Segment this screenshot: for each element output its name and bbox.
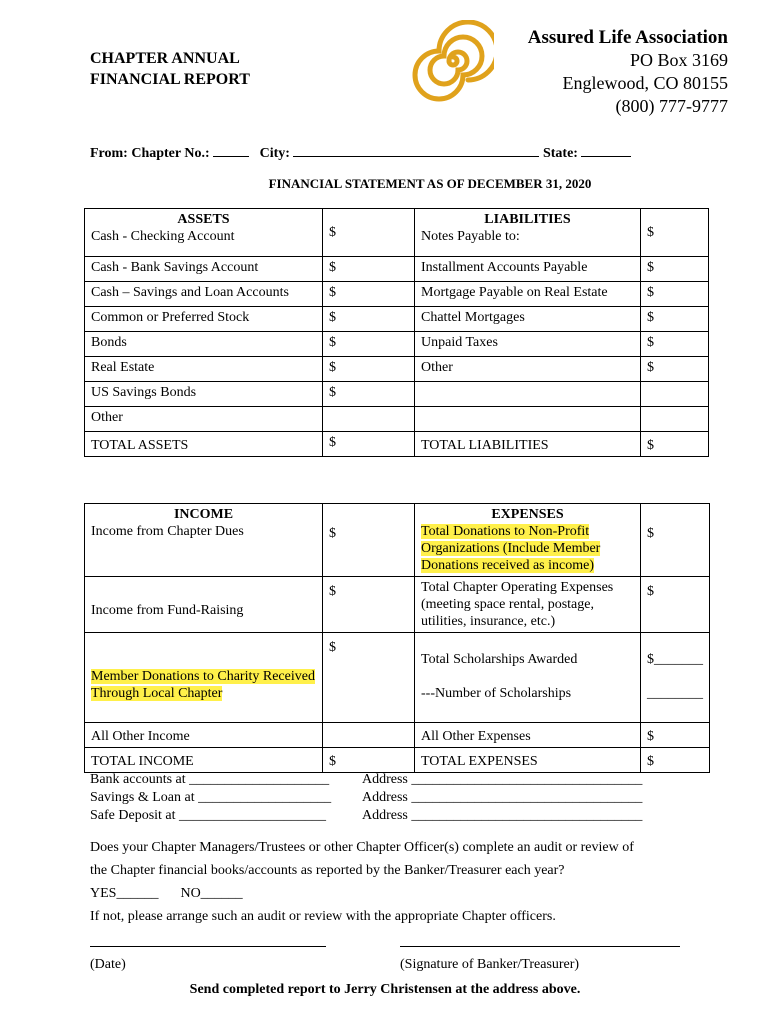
liability-label: Mortgage Payable on Real Estate [415,282,641,307]
income-member-donations-label: Member Donations to Charity Received Through Local Chapter [91,668,315,701]
income-dues-label: Income from Chapter Dues [91,524,244,539]
liability-label: Chattel Mortgages [415,307,641,332]
liability-label: Unpaid Taxes [415,332,641,357]
income-other-label: All Other Income [85,723,323,748]
liability-label: Notes Payable to: [421,229,520,244]
bank-lines [90,771,642,825]
liability-amount[interactable]: $ [641,282,709,307]
bank-accounts-label: Bank accounts at ____________________ [90,772,330,787]
from-line [90,146,631,162]
org-address-block [528,26,728,118]
report-title-line2: FINANCIAL REPORT [90,71,250,88]
expense-donations-label: Total Donations to Non-Profit Organizations (Include Member Donations received as income) [421,524,601,573]
expense-operating-label: Total Chapter Operating Expenses (meeting space rental, postage, utilities, insurance, etc.) [415,577,641,633]
income-fundraising-amount[interactable]: $ [323,577,415,633]
asset-amount[interactable]: $ [323,332,415,357]
expenses-cell [415,504,641,577]
statement-title: FINANCIAL STATEMENT AS OF DECEMBER 31, 2020 [268,176,592,191]
report-title-line1: CHAPTER ANNUAL [90,50,240,67]
asset-label: Cash - Bank Savings Account [85,257,323,282]
liabilities-cell [415,209,641,257]
asset-amount[interactable] [323,407,415,432]
footer-note: Send completed report to Jerry Christensen at the address above. [189,982,581,997]
expense-other-label: All Other Expenses [415,723,641,748]
org-address-line2: Englewood, CO 80155 [562,73,728,93]
liability-amount[interactable]: $ [641,209,709,257]
safe-deposit-line[interactable] [90,807,642,825]
liability-amount[interactable]: $ [641,357,709,382]
scholarships-amount-cell [641,633,710,723]
liability-amount[interactable] [641,407,709,432]
safe-deposit-label: Safe Deposit at _____________________ [90,808,327,823]
income-other-amount[interactable] [323,723,415,748]
total-assets-amount[interactable]: $ [323,432,415,457]
asset-label: Cash – Savings and Loan Accounts [85,282,323,307]
chapter-number-field[interactable] [213,156,249,157]
total-income-label: TOTAL INCOME [85,748,323,773]
expense-num-scholarships-field[interactable]: ________ [647,686,703,701]
asset-amount[interactable]: $ [323,209,415,257]
asset-label: Other [85,407,323,432]
org-phone: (800) 777-9777 [615,96,728,116]
member-donations-cell [85,633,323,723]
assets-cell [85,209,323,257]
income-header: INCOME [173,507,234,522]
income-dues-amount[interactable]: $ [323,504,415,577]
date-line[interactable] [90,946,326,947]
total-income-amount[interactable]: $ [323,748,415,773]
bank-accounts-line[interactable] [90,771,642,789]
expense-num-scholarships-label: ---Number of Scholarships [421,686,572,701]
audit-section [90,836,634,928]
signature-label: (Signature of Banker/Treasurer) [400,957,580,972]
total-assets-label: TOTAL ASSETS [85,432,323,457]
audit-question-line1: Does your Chapter Managers/Trustees or other Chapter Officer(s) complete an audit or review of [90,840,634,855]
expense-scholarships-label: Total Scholarships Awarded [421,652,578,667]
total-liabilities-amount[interactable]: $ [641,432,709,457]
asset-label: Real Estate [85,357,323,382]
safe-deposit-address: Address _________________________________ [362,808,643,823]
income-cell [85,504,323,577]
asset-label: Bonds [85,332,323,357]
asset-amount[interactable]: $ [323,307,415,332]
liability-label [415,382,641,407]
total-expenses-label: TOTAL EXPENSES [415,748,641,773]
savings-loan-line[interactable] [90,789,642,807]
asset-amount[interactable]: $ [323,282,415,307]
liabilities-header: LIABILITIES [484,212,571,227]
bank-accounts-address: Address _________________________________ [362,772,643,787]
liability-label: Other [415,357,641,382]
date-label: (Date) [90,957,126,972]
total-liabilities-label: TOTAL LIABILITIES [415,432,641,457]
savings-loan-address: Address _________________________________ [362,790,643,805]
total-expenses-amount[interactable]: $ [641,748,710,773]
liability-label: Installment Accounts Payable [415,257,641,282]
income-member-donations-amount[interactable]: $ [323,633,415,723]
audit-question-line2: the Chapter financial books/accounts as reported by the Banker/Treasurer each year? [90,863,565,878]
assets-header: ASSETS [177,212,230,227]
assets-liabilities-table [84,208,709,457]
report-title [90,48,250,90]
asset-amount[interactable]: $ [323,382,415,407]
city-label: City: [259,146,290,161]
expense-donations-amount[interactable]: $ [641,504,710,577]
income-expenses-table [84,503,710,773]
expense-scholarships-amount[interactable]: $_______ [647,652,703,667]
signature-line[interactable] [400,946,680,947]
asset-amount[interactable]: $ [323,257,415,282]
asset-label: US Savings Bonds [85,382,323,407]
asset-label: Common or Preferred Stock [85,307,323,332]
liability-amount[interactable]: $ [641,332,709,357]
expenses-header: EXPENSES [491,507,564,522]
liability-amount[interactable]: $ [641,307,709,332]
income-fundraising-label: Income from Fund-Raising [85,577,323,633]
liability-amount[interactable]: $ [641,257,709,282]
audit-yes-field[interactable]: YES______ [90,886,159,901]
city-field[interactable] [293,156,539,157]
org-name: Assured Life Association [527,27,728,48]
org-address-line1: PO Box 3169 [629,50,728,70]
asset-label: Cash - Checking Account [91,229,235,244]
savings-loan-label: Savings & Loan at ___________________ [90,790,332,805]
audit-instruction: If not, please arrange such an audit or review with the appropriate Chapter officers. [90,909,556,924]
liability-label [415,407,641,432]
state-label: State: [542,146,578,161]
asset-amount[interactable]: $ [323,357,415,382]
liability-amount[interactable] [641,382,709,407]
expense-other-amount[interactable]: $ [641,723,710,748]
chapter-label: From: Chapter No.: [90,146,210,161]
state-field[interactable] [581,156,631,157]
scholarships-cell [415,633,641,723]
expense-operating-amount[interactable]: $ [641,577,710,633]
spiral-logo-icon [412,20,494,102]
audit-no-field[interactable]: NO______ [180,886,243,901]
